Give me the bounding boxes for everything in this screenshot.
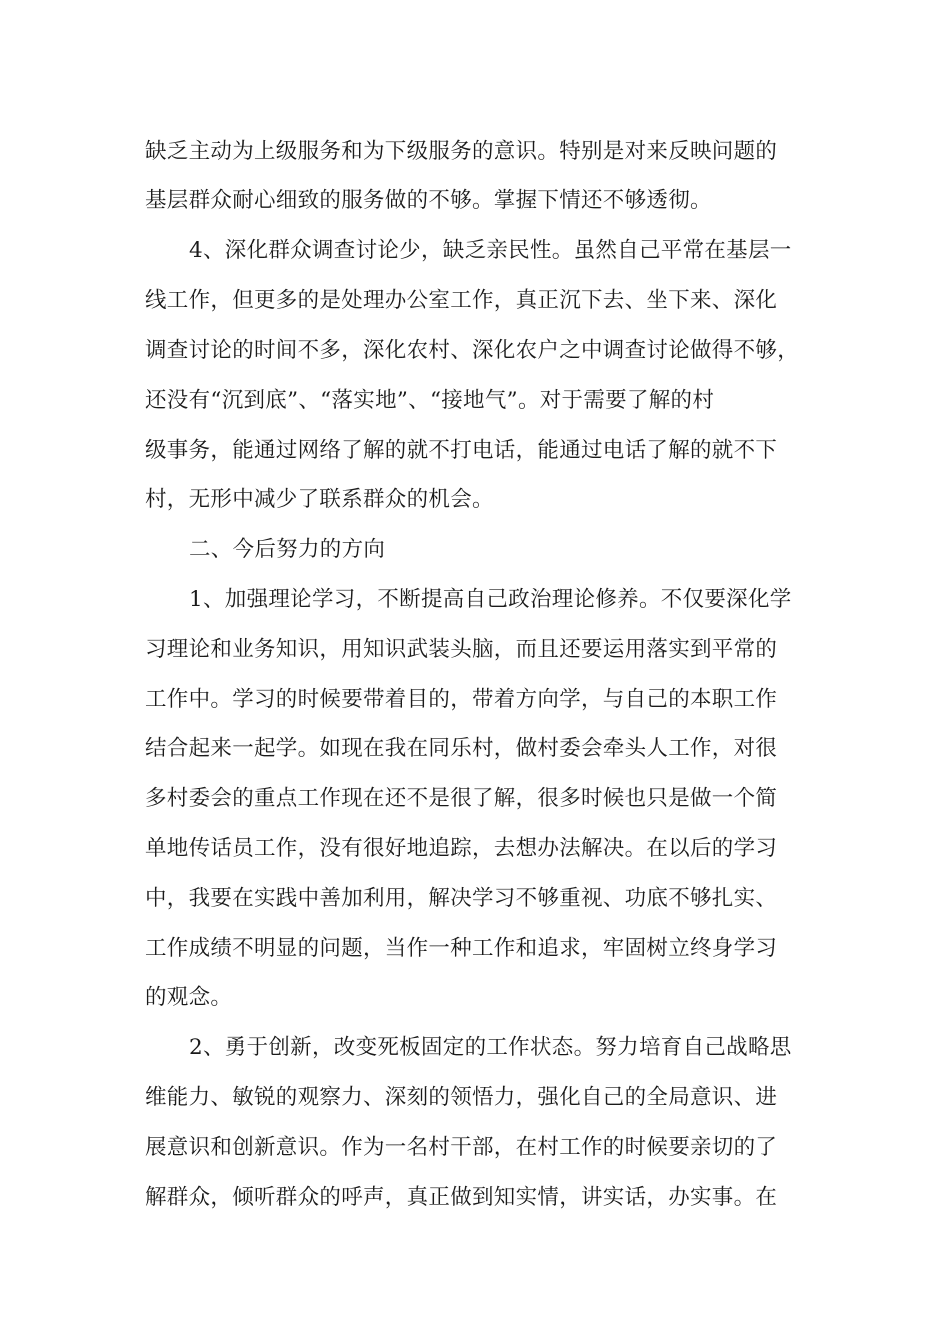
paragraph-start-line: 1、加强理论学习，不断提高自己政治理论修养。不仅要深化学: [189, 587, 792, 612]
text-line: 缺乏主动为上级服务和为下级服务的意识。特别是对来反映问题的: [145, 139, 778, 164]
text-line: 习理论和业务知识，用知识武装头脑，而且还要运用落实到平常的: [145, 637, 778, 662]
text-line: 中，我要在实践中善加利用，解决学习不够重视、功底不够扎实、: [145, 886, 778, 911]
text-line: 级事务，能通过网络了解的就不打电话，能通过电话了解的就不下: [145, 438, 778, 463]
text-line: 单地传话员工作，没有很好地追踪，去想办法解决。在以后的学习: [145, 836, 778, 861]
paragraph-start-line: 2、勇于创新，改变死板固定的工作状态。努力培育自己战略思: [189, 1035, 792, 1060]
paragraph-start-line: 4、深化群众调查讨论少，缺乏亲民性。虽然自己平常在基层一: [189, 238, 792, 263]
section-heading: 二、今后努力的方向: [189, 537, 386, 562]
text-line: 工作成绩不明显的问题，当作一种工作和追求，牢固树立终身学习: [145, 936, 778, 961]
text-line: 维能力、敏锐的观察力、深刻的领悟力，强化自己的全局意识、进: [145, 1085, 778, 1110]
text-line: 村，无形中减少了联系群众的机会。: [145, 487, 494, 512]
text-line: 结合起来一起学。如现在我在同乐村，做村委会牵头人工作，对很: [145, 736, 778, 761]
text-line: 还没有“沉到底”、“落实地”、“接地气”。对于需要了解的村: [145, 388, 715, 413]
text-line: 基层群众耐心细致的服务做的不够。掌握下情还不够透彻。: [145, 188, 712, 213]
text-line: 线工作，但更多的是处理办公室工作，真正沉下去、坐下来、深化: [145, 288, 778, 313]
text-line: 展意识和创新意识。作为一名村干部，在村工作的时候要亲切的了: [145, 1135, 778, 1160]
text-line: 多村委会的重点工作现在还不是很了解，很多时候也只是做一个简: [145, 786, 778, 811]
text-line: 的观念。: [145, 985, 233, 1010]
text-line: 解群众，倾听群众的呼声，真正做到知实情，讲实话，办实事。在: [145, 1185, 778, 1210]
text-line: 工作中。学习的时候要带着目的，带着方向学，与自己的本职工作: [145, 687, 778, 712]
text-line: 调查讨论的时间不多，深化农村、深化农户之中调查讨论做得不够，: [145, 338, 800, 363]
